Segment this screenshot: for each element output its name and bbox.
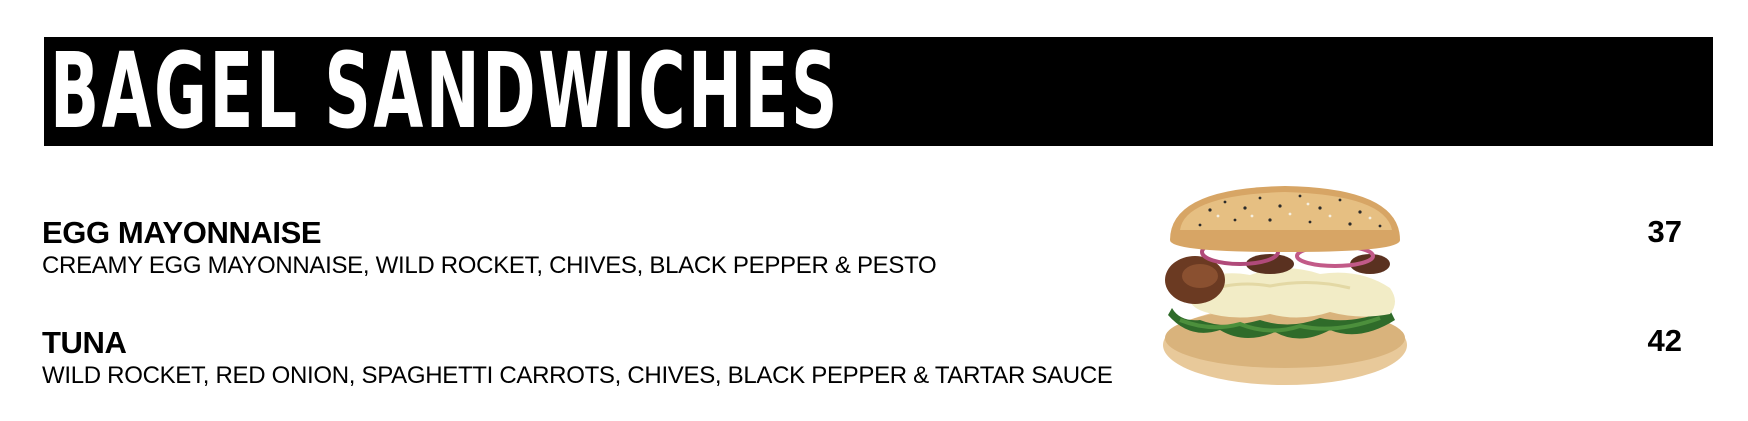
item-name: EGG MAYONNAISE (42, 215, 322, 250)
menu-item-egg-mayonnaise (42, 215, 936, 281)
item-price: 42 (1647, 323, 1682, 358)
page-title: BAGEL SANDWICHES (50, 30, 840, 152)
item-description: WILD ROCKET, RED ONION, SPAGHETTI CARROTS, CHIVES, BLACK PEPPER & TARTAR SAUCE (42, 362, 1113, 389)
item-description: CREAMY EGG MAYONNAISE, WILD ROCKET, CHIVES, BLACK PEPPER & PESTO (42, 252, 937, 279)
item-name: TUNA (42, 325, 127, 360)
menu-item-tuna (42, 325, 1113, 391)
bagel-sandwich-image (1150, 180, 1420, 395)
header-bar (44, 30, 1713, 152)
item-price: 37 (1647, 214, 1682, 249)
